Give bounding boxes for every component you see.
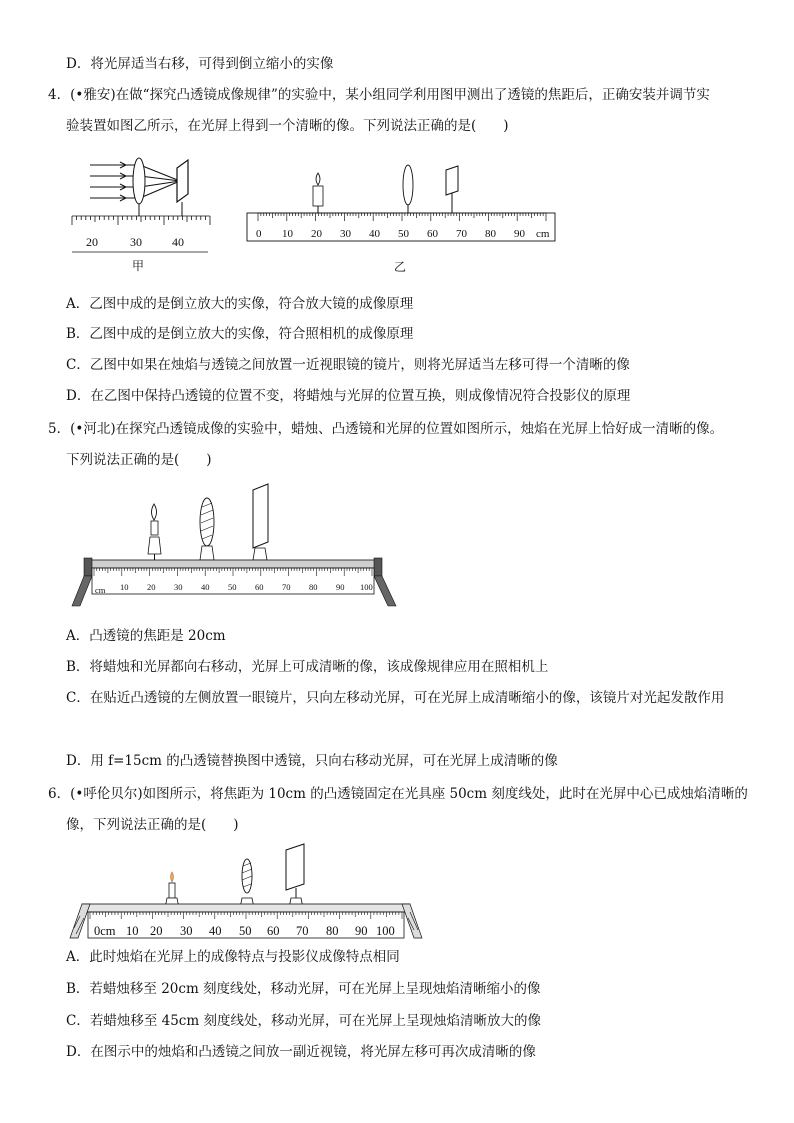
tick-10: 10: [282, 228, 293, 240]
tick-90: 90: [355, 924, 368, 938]
q4-option-a[interactable]: A．乙图中成的是倒立放大的实像，符合放大镜的成像原理: [66, 296, 414, 312]
ruler-jia: [72, 216, 210, 225]
q6-option-c[interactable]: C．若蜡烛移至 45cm 刻度线处，移动光屏，可在光屏上呈现烛焰清晰放大的像: [66, 1013, 541, 1029]
candle: [165, 872, 179, 908]
caption-yi: 乙: [394, 260, 407, 274]
tick-0cm: 0cm: [94, 924, 116, 938]
tick-70: 70: [296, 924, 309, 938]
tick-10: 10: [126, 924, 139, 938]
tick-100: 100: [360, 582, 373, 592]
light-screen: [253, 484, 268, 560]
q5-option-d[interactable]: D．用 f=15cm 的凸透镜替换图中透镜，只向右移动光屏，可在光屏上成清晰的像: [66, 753, 558, 769]
unit-cm: cm: [95, 585, 106, 595]
q3-option-d: D．将光屏适当右移，可得到倒立缩小的实像: [66, 56, 334, 72]
ruler-yi: [258, 213, 546, 221]
tick-50: 50: [398, 228, 409, 240]
tick-60: 60: [255, 582, 264, 592]
tick-40: 40: [172, 235, 184, 249]
light-screen: [286, 844, 304, 908]
q4-figure-jia: [60, 150, 220, 280]
tick-0: 0: [256, 228, 262, 240]
tick-50: 50: [239, 924, 252, 938]
tick-40: 40: [209, 924, 222, 938]
candle: [313, 173, 323, 213]
tick-40: 40: [201, 582, 210, 592]
tick-30: 30: [130, 235, 142, 249]
tick-20: 20: [86, 235, 98, 249]
q6-option-b[interactable]: B．若蜡烛移至 20cm 刻度线处，移动光屏，可在光屏上呈现烛焰清晰缩小的像: [66, 981, 541, 997]
q6-stem-line1: 6．(•呼伦贝尔)如图所示，将焦距为 10cm 的凸透镜固定在光具座 50cm 刻度线处，此时在光屏中心已成烛焰清晰的: [48, 786, 748, 802]
tick-70: 70: [282, 582, 291, 592]
unit-cm: cm: [536, 228, 550, 240]
convex-lens: [200, 498, 214, 560]
light-screen: [446, 166, 458, 195]
tick-30: 30: [180, 924, 193, 938]
tick-20: 20: [147, 582, 156, 592]
q6-figure-optical-bench: [68, 842, 428, 942]
q6-option-a[interactable]: A．此时烛焰在光屏上的成像特点与投影仪成像特点相同: [66, 949, 400, 965]
tick-70: 70: [456, 228, 467, 240]
tick-20: 20: [150, 924, 163, 938]
q5-option-c[interactable]: C．在贴近凸透镜的左侧放置一眼镜片，只向左移动光屏，可在光屏上成清晰缩小的像，该镜片对光起发散作用: [66, 690, 725, 706]
q4-option-b[interactable]: B．乙图中成的是倒立放大的实像，符合照相机的成像原理: [66, 326, 414, 342]
caption-jia: 甲: [132, 259, 145, 273]
tick-60: 60: [427, 228, 438, 240]
convex-lens: [133, 158, 145, 204]
q5-stem-line2: 下列说法正确的是( ): [66, 452, 212, 468]
tick-80: 80: [309, 582, 318, 592]
tick-10: 10: [120, 582, 129, 592]
q6-option-d[interactable]: D．在图示中的烛焰和凸透镜之间放一副近视镜，将光屏左移可再次成清晰的像: [66, 1044, 536, 1060]
q4-option-c[interactable]: C．乙图中如果在烛焰与透镜之间放置一近视眼镜的镜片，则将光屏适当左移可得一个清晰的像: [66, 357, 630, 373]
tick-20: 20: [311, 228, 322, 240]
light-screen: [177, 160, 188, 202]
convex-lens: [403, 165, 413, 205]
convex-lens: [240, 859, 254, 908]
q5-figure-optical-bench: [70, 482, 400, 612]
tick-80: 80: [485, 228, 496, 240]
tick-30: 30: [340, 228, 351, 240]
tick-100: 100: [376, 924, 395, 938]
q6-stem-line2: 像，下列说法正确的是( ): [66, 817, 239, 833]
q5-stem-line1: 5．(•河北)在探究凸透镜成像的实验中，蜡烛、凸透镜和光屏的位置如图所示，烛焰在光屏上恰好成一清晰的像。: [48, 421, 724, 437]
tick-30: 30: [174, 582, 183, 592]
q4-stem-line1: 4．(•雅安)在做“探究凸透镜成像规律”的实验中，某小组同学利用图甲测出了透镜的焦距后，正确安装并调节实: [48, 87, 710, 103]
tick-80: 80: [326, 924, 339, 938]
tick-50: 50: [228, 582, 237, 592]
q4-option-d[interactable]: D．在乙图中保持凸透镜的位置不变，将蜡烛与光屏的位置互换，则成像情况符合投影仪的原理: [66, 388, 631, 404]
q4-figure-yi: [240, 155, 565, 275]
q4-stem-line2: 验装置如图乙所示，在光屏上得到一个清晰的像。下列说法正确的是( ): [66, 118, 509, 134]
tick-90: 90: [514, 228, 525, 240]
tick-40: 40: [369, 228, 380, 240]
q5-option-a[interactable]: A．凸透镜的焦距是 20cm: [66, 628, 226, 644]
tick-60: 60: [267, 924, 280, 938]
candle: [148, 504, 161, 564]
tick-90: 90: [336, 582, 345, 592]
q5-option-b[interactable]: B．将蜡烛和光屏都向右移动，光屏上可成清晰的像，该成像规律应用在照相机上: [66, 659, 549, 675]
